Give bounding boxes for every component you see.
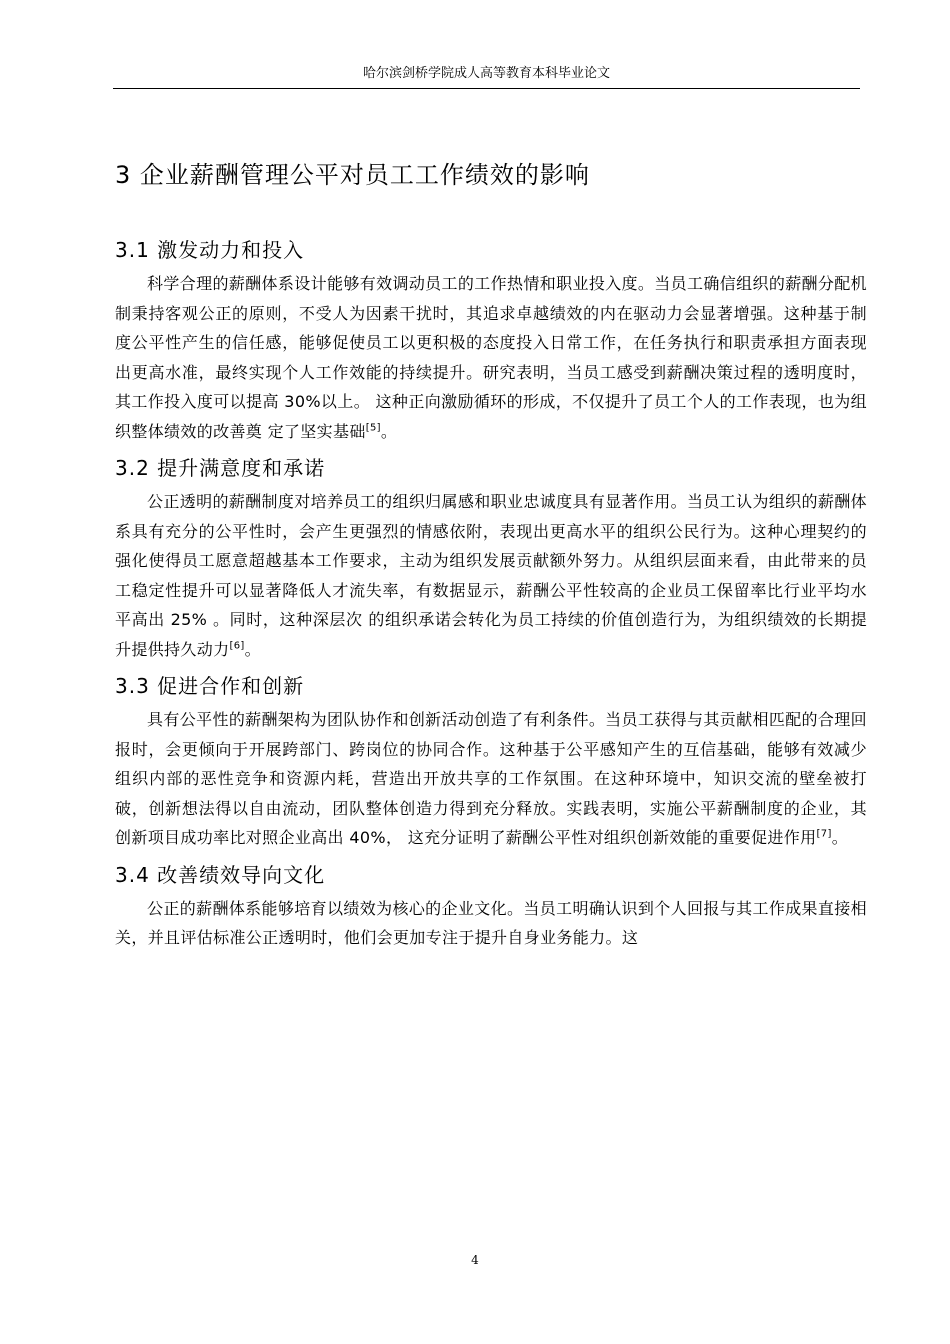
section-title-3-4: 3.4 改善绩效导向文化: [115, 862, 326, 887]
paragraph-tail: 。: [831, 828, 849, 847]
chapter-title: 3 企业薪酬管理公平对员工工作绩效的影响: [115, 161, 590, 189]
page-number: 4: [471, 1253, 479, 1267]
paragraph-text: 具有公平性的薪酬架构为团队协作和创新活动创造了有利条件。当员工获得与其贡献相匹配的合理回报时，会更倾向于开展跨部门、跨岗位的协同合作。这种基于公平感知产生的互信基础，能够有效减少组织内部的恶性竞争和资源内耗，营造出开放共享的工作氛围。在这种环境中，知识交流的壁垒被打破，创新想法得以自由流动，团队整体创造力得到充分释放。实践表明，实施公平薪酬制度的企业，其创新项目成功率比对照企业高出 40%， 这充分证明了薪酬公平性对组织创新效能的重要促进作用: [115, 710, 867, 847]
section-paragraph-3-2: [115, 487, 867, 664]
section-title-3-1: 3.1 激发动力和投入: [115, 238, 305, 262]
paragraph-text: 公正的薪酬体系能够培育以绩效为核心的企业文化。当员工明确认识到个人回报与其工作成果直接相关，并且评估标准公正透明时，他们会更加专注于提升自身业务能力。这: [115, 898, 867, 947]
page-header: 哈尔滨剑桥学院成人高等教育本科毕业论文: [113, 65, 860, 89]
citation-marker: [5]: [365, 422, 381, 434]
citation-marker: [7]: [816, 828, 832, 840]
paragraph-tail: 。: [380, 421, 398, 441]
section-title-3-2: 3.2 提升满意度和承诺: [115, 456, 326, 480]
section-paragraph-3-4: [115, 894, 867, 953]
section-title-3-3: 3.3 促进合作和创新: [115, 674, 305, 698]
section-paragraph-3-1: [115, 269, 867, 446]
paragraph-text: 科学合理的薪酬体系设计能够有效调动员工的工作热情和职业投入度。当员工确信组织的薪酬分配机制秉持客观公正的原则，不受人为因素干扰时，其追求卓越绩效的内在驱动力会显著增强。这种基于制度公平性产生的信任感，能够促使员工以更积极的态度投入日常工作，在任务执行和职责承担方面表现出更高水准，最终实现个人工作效能的持续提升。研究表明，当员工感受到薪酬决策过程的透明度时，其工作投入度可以提高 30%以上。 这种正向激励循环的形成，不仅提升了员工个人的工作表现，也为组织整体绩效的改善奠 定了坚实基础: [115, 274, 867, 441]
citation-marker: [6]: [229, 640, 245, 652]
section-paragraph-3-3: [115, 705, 867, 853]
paragraph-text: 公正透明的薪酬制度对培养员工的组织归属感和职业忠诚度具有显著作用。当员工认为组织的薪酬体系具有充分的公平性时，会产生更强烈的情感依附，表现出更高水平的组织公民行为。这种心理契约的强化使得员工愿意超越基本工作要求，主动为组织发展贡献额外努力。从组织层面来看，由此带来的员工稳定性提升可以显著降低人才流失率，有数据显示，薪酬公平性较高的企业员工保留率比行业平均水平高出 25% 。同时，这种深层次 的组织承诺会转化为员工持续的价值创造行为，为组织绩效的长期提升提供持久动力: [115, 492, 867, 659]
document-body: [115, 155, 867, 958]
paragraph-tail: 。: [244, 639, 262, 659]
